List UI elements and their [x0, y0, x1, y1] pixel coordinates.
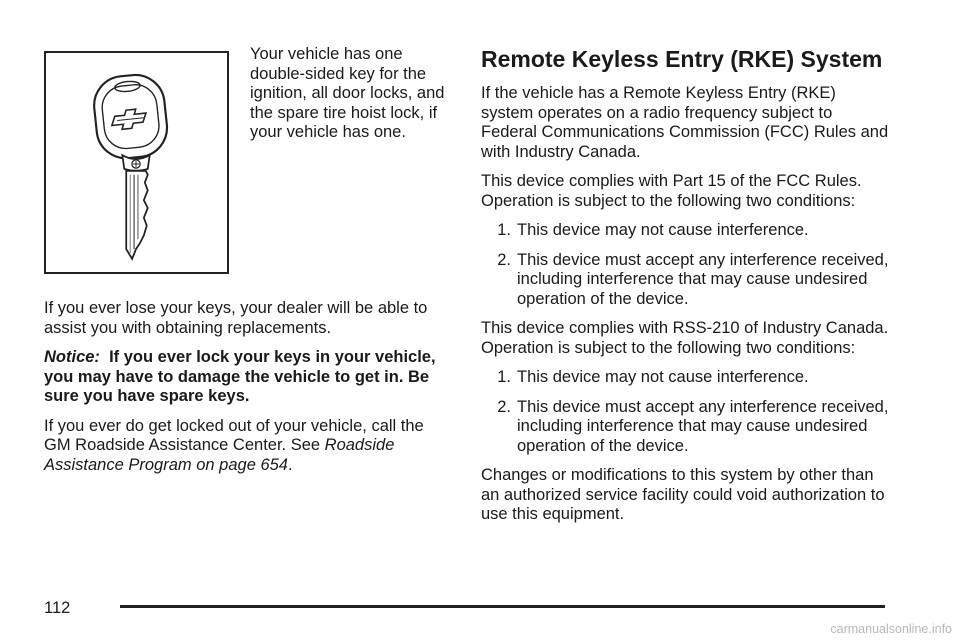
- page-number: 112: [44, 599, 71, 617]
- locked-out-end: .: [287, 455, 293, 474]
- list-number: 1.: [497, 221, 511, 239]
- notice-text: If you ever lock your keys in your vehicle, you may have to damage the vehicle to get in. Be sure you have spare keys.: [44, 348, 436, 405]
- list-item: [481, 221, 891, 241]
- list-number: 1.: [497, 368, 511, 386]
- fcc-paragraph: This device complies with Part 15 of the FCC Rules. Operation is subject to the following two conditions:: [481, 172, 862, 210]
- notice-label: Notice:: [44, 348, 100, 366]
- locked-out-text: If you ever do get locked out of your vehicle, call the GM Roadside Assistance Center. See: [44, 416, 424, 454]
- notice-paragraph: [44, 348, 446, 407]
- lost-keys-paragraph: If you ever lose your keys, your dealer will be able to assist you with obtaining replacements.: [44, 299, 428, 337]
- fcc-conditions-list: [481, 221, 891, 309]
- roadside-assistance-link[interactable]: Roadside Assistance Program on page 654: [44, 436, 395, 474]
- list-text: This device must accept any interference received, including interference that may cause undesired operation of the device.: [517, 397, 889, 455]
- watermark: carmanualsonline.info: [830, 622, 952, 636]
- ic-conditions-list: [481, 368, 891, 456]
- key-illustration: [44, 51, 229, 274]
- modifications-paragraph: Changes or modifications to this system by other than an authorized service facility could void authorization to use this equipment.: [481, 466, 885, 523]
- list-text: This device may not cause interference.: [517, 368, 809, 386]
- list-item: [481, 398, 891, 457]
- list-number: 2.: [497, 250, 511, 269]
- list-item: [481, 368, 891, 388]
- key-description: Your vehicle has one double-sided key for the ignition, all door locks, and the spare tire hoist lock, if your vehicle has one.: [250, 45, 445, 141]
- list-item: [481, 251, 891, 310]
- left-column: [44, 299, 446, 485]
- rke-intro-paragraph: If the vehicle has a Remote Keyless Entry (RKE) system operates on a radio frequency subject to Federal Communications Commission (FCC) Rules and with Industry Canada.: [481, 84, 889, 161]
- list-text: This device may not cause interference.: [517, 221, 809, 239]
- locked-out-paragraph: [44, 417, 446, 476]
- industry-canada-paragraph: This device complies with RSS-210 of Industry Canada. Operation is subject to the following two conditions:: [481, 319, 889, 357]
- key-icon: [46, 53, 227, 272]
- list-text: This device must accept any interference received, including interference that may cause undesired operation of the device.: [517, 250, 889, 308]
- right-column: [481, 44, 891, 535]
- section-heading: Remote Keyless Entry (RKE) System: [481, 46, 883, 72]
- list-number: 2.: [497, 397, 511, 416]
- footer-rule: [120, 605, 885, 608]
